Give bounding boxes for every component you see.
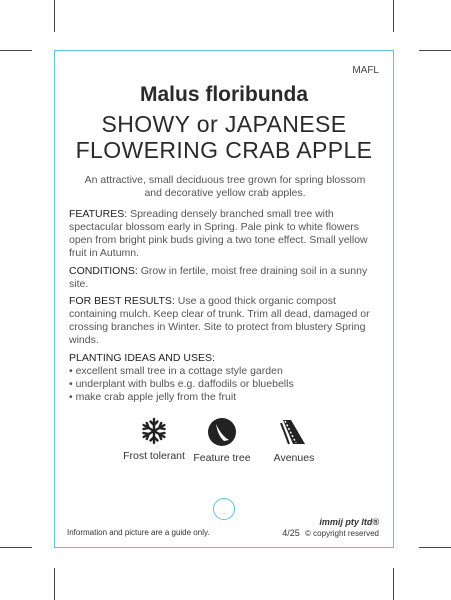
conditions-text: Grow in fertile, moist free draining soil in a sunny site.	[69, 265, 368, 290]
snowflake-icon	[140, 417, 168, 445]
crop-mark	[0, 50, 32, 51]
best-results-label: FOR BEST RESULTS:	[69, 295, 175, 307]
latin-name: Malus floribunda	[140, 83, 308, 106]
crop-mark	[393, 568, 394, 600]
icon-avenues-label: Avenues	[273, 452, 315, 464]
planting-heading: PLANTING IDEAS AND USES:	[69, 352, 215, 364]
crop-mark	[419, 50, 451, 51]
common-name-line-1: SHOWY or JAPANESE	[101, 111, 347, 137]
brand-logo: immij pty ltd®	[319, 517, 379, 527]
icon-row	[55, 417, 393, 487]
icon-feature-tree	[187, 417, 257, 465]
planting-list	[69, 365, 381, 404]
footer-right	[282, 528, 379, 538]
disclaimer: Information and picture are a guide only.	[67, 528, 210, 537]
icon-frost-label: Frost tolerant	[123, 450, 185, 462]
features-section	[69, 208, 381, 260]
copyright-text: © copyright reserved	[305, 529, 379, 538]
icon-frost	[119, 417, 189, 463]
list-item: • excellent small tree in a cottage style garden	[69, 365, 283, 377]
intro-text: An attractive, small deciduous tree grown for spring blossom and decorative yellow crab apples.	[84, 174, 366, 199]
product-code: MAFL	[352, 65, 379, 76]
conditions-section	[69, 265, 381, 291]
icon-feature-tree-label: Feature tree	[193, 452, 251, 464]
feature-tree-icon	[207, 417, 237, 447]
crop-mark	[393, 0, 394, 32]
crop-mark	[54, 568, 55, 600]
best-results-text: Use a good thick organic compost containing mulch. Keep clear of trunk. Trim all dead, damaged or crossing branches in Winter. Site to protect from blustery Spring winds.	[69, 295, 370, 346]
list-item: • underplant with bulbs e.g. daffodils or bluebells	[69, 378, 294, 390]
print-date: 4/25	[282, 528, 300, 538]
features-text: Spreading densely branched small tree with spectacular blossom early in Spring. Pale pink to white flowers open from bright pink buds giving a two tone effect. Small yellow fruit in Autumn.	[69, 208, 368, 259]
plant-label-card	[54, 50, 394, 548]
avenue-icon	[279, 417, 309, 447]
crop-mark	[0, 547, 32, 548]
conditions-label: CONDITIONS:	[69, 265, 138, 277]
icon-avenues	[259, 417, 329, 465]
crop-mark	[54, 0, 55, 32]
common-name-line-2: FLOWERING CRAB APPLE	[75, 137, 373, 163]
common-name	[55, 111, 393, 163]
crop-mark	[419, 547, 451, 548]
list-item: • make crab apple jelly from the fruit	[69, 391, 237, 403]
best-results-section	[69, 295, 381, 347]
features-label: FEATURES:	[69, 208, 128, 220]
hang-hole-circle	[213, 498, 235, 520]
planting-section	[69, 352, 381, 404]
